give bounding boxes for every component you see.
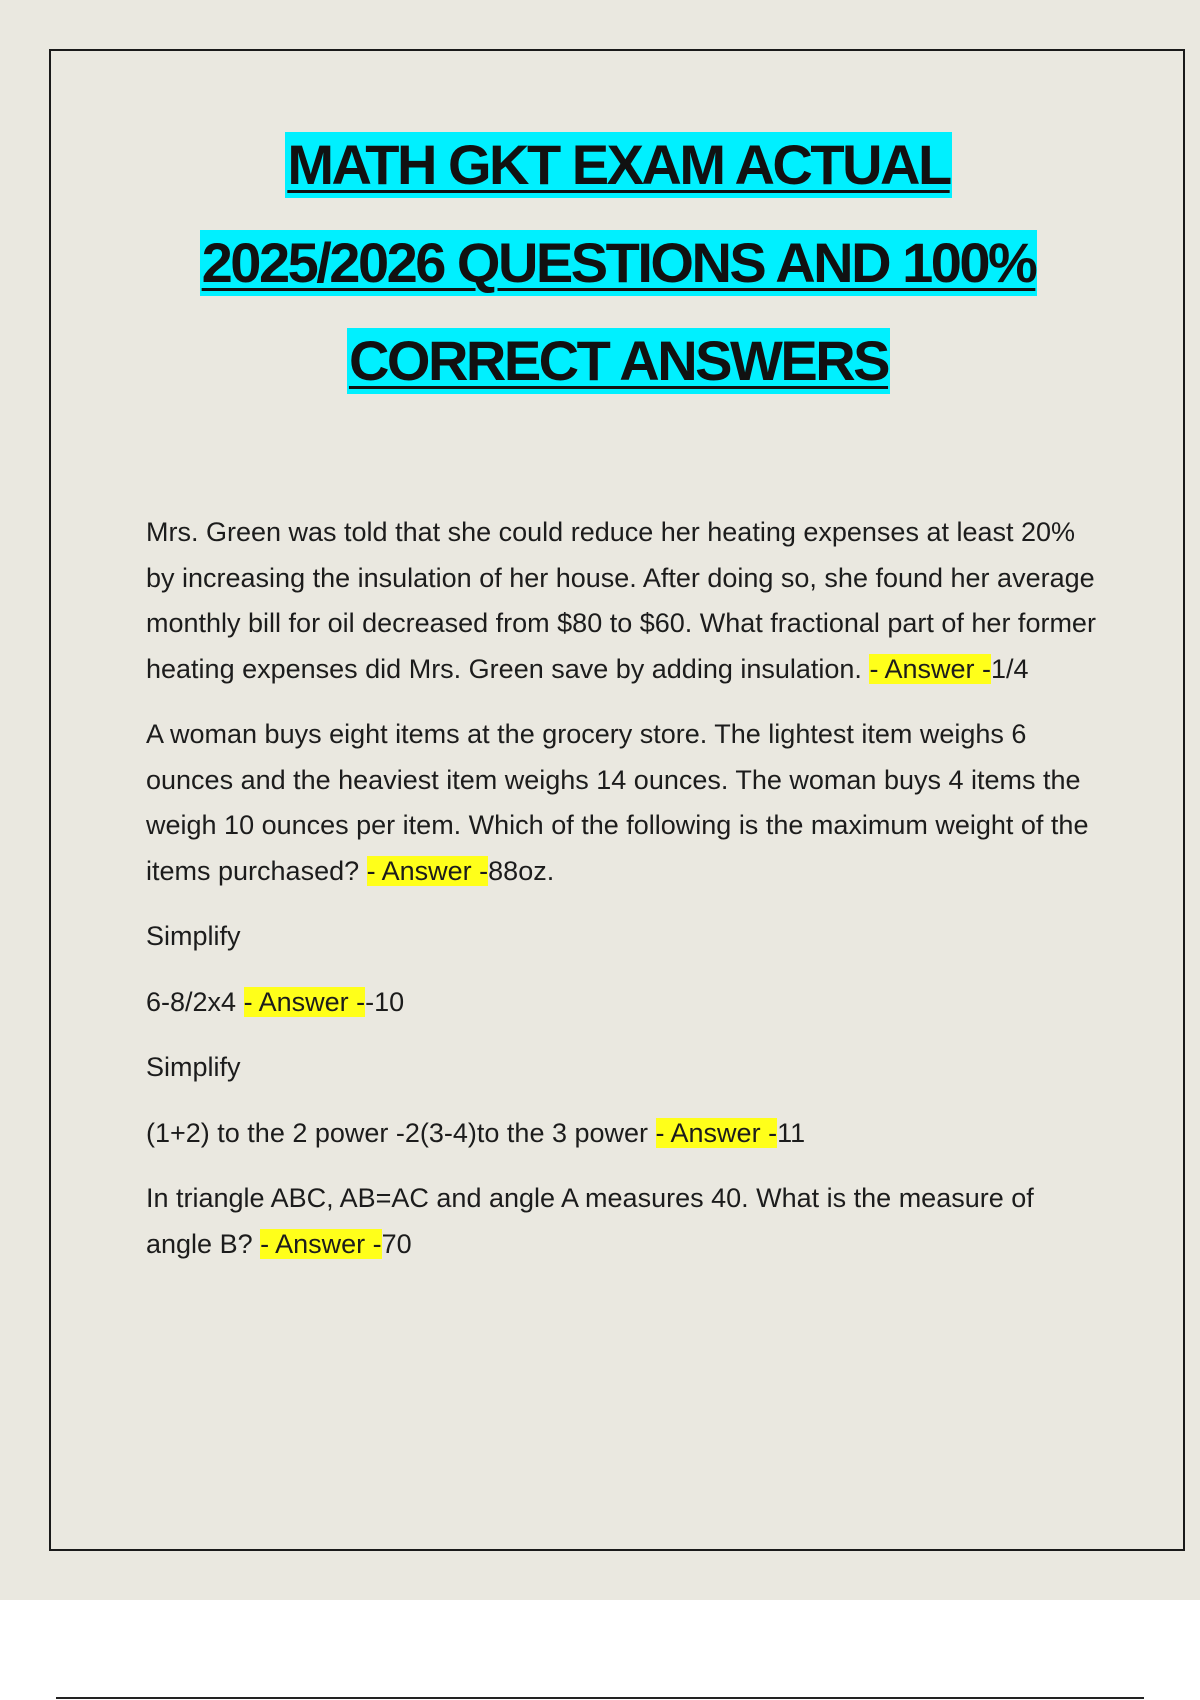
question-text: (1+2) to the 2 power -2(3-4)to the 3 power <box>146 1117 656 1148</box>
answer-marker: - Answer - <box>655 1117 778 1148</box>
footer-divider <box>56 1697 1144 1699</box>
answer-marker: - Answer - <box>260 1228 382 1259</box>
qa-list <box>146 510 1106 1287</box>
question-text: In triangle ABC, AB=AC and angle A measures 40. What is the measure of angle B? <box>146 1183 1034 1259</box>
answer-marker: - Answer - <box>366 855 489 886</box>
answer-value: -10 <box>365 986 405 1017</box>
question-text: A woman buys eight items at the grocery store. The lightest item weighs 6 ounces and the heaviest item weighs 14 ounces. The woman buys 4 items the weigh 10 ounces per item. Which of the following is the maximum weight of the items purchased? <box>146 719 1089 886</box>
qa-item <box>146 980 1106 1026</box>
answer-marker: - Answer - <box>243 986 366 1017</box>
qa-item <box>146 1176 1106 1267</box>
document-title <box>0 132 1200 426</box>
answer-value: 88oz. <box>488 855 555 886</box>
answer-marker: - Answer - <box>869 653 991 684</box>
answer-value: 11 <box>777 1117 806 1148</box>
title-line-1: MATH GKT EXAM ACTUAL <box>287 133 950 196</box>
title-line-2: 2025/2026 QUESTIONS AND 100% <box>201 231 1036 294</box>
title-line-3: CORRECT ANSWERS <box>348 329 889 392</box>
instruction-text: Simplify <box>146 1052 241 1082</box>
qa-item <box>146 712 1106 894</box>
qa-item <box>146 1111 1106 1157</box>
question-text: 6-8/2x4 <box>146 986 244 1017</box>
instruction-text: Simplify <box>146 921 241 951</box>
answer-value: 1/4 <box>990 653 1029 684</box>
question-text: Mrs. Green was told that she could reduce her heating expenses at least 20% by increasing the insulation of her house. After doing so, she found her average monthly bill for oil decreased from $80 to $60. What fractional part of her former heating expenses did Mrs. Green save by adding insulation. <box>146 517 1096 684</box>
qa-item <box>146 510 1106 692</box>
answer-value: 70 <box>381 1228 412 1259</box>
